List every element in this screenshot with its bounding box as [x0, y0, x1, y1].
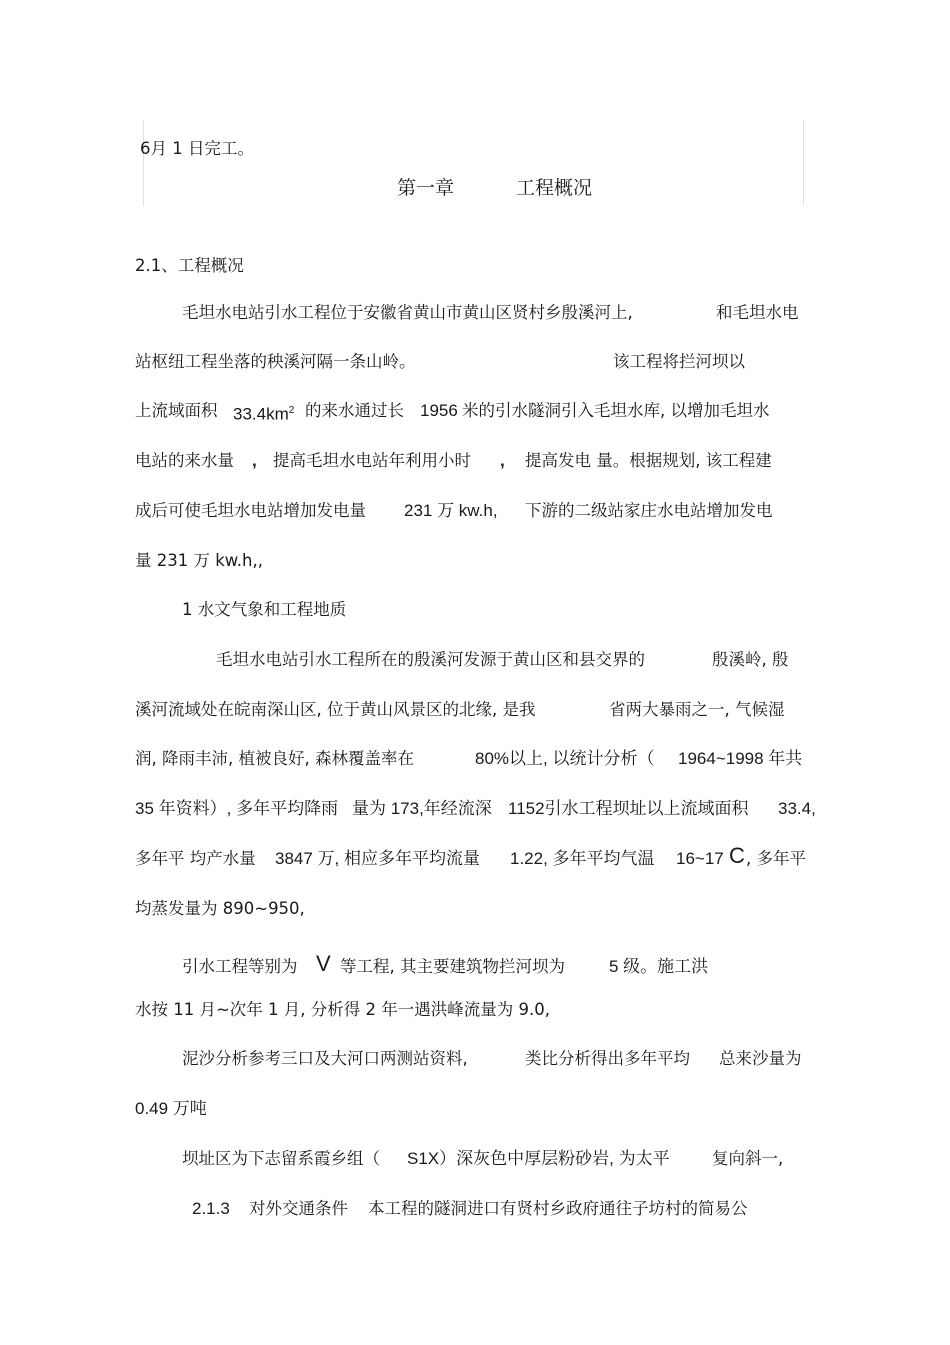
para3-line2: 水按 11 月~次年 1 月, 分析得 2 年一遇洪峰流量为 9.0,	[135, 1000, 551, 1019]
para1-line5a: 成后可使毛坦水电站增加发电量	[135, 501, 366, 520]
para2-line3b: 80%以上, 以统计分析（	[475, 749, 655, 768]
para2-line5a: 多年平 均产水量	[135, 849, 256, 868]
para1-line3a: 上流域面积	[135, 401, 218, 420]
section-2-1-3-label: 对外交通条件	[249, 1199, 348, 1218]
para1-line1b: 和毛坦水电	[716, 303, 799, 322]
para1-line4a: 电站的来水量	[135, 451, 234, 470]
para2-line1a: 毛坦水电站引水工程所在的殷溪河发源于黄山区和县交界的	[216, 650, 645, 669]
para1-line3d: 1956	[420, 401, 458, 420]
para2-line5e: C	[729, 843, 745, 868]
para1-line4d: ,	[500, 451, 505, 470]
para1-line3f: , 以增加毛坦水	[660, 401, 770, 420]
para1-line2a: 站枢纽工程坐落的秧溪河隔一条山岭。	[135, 352, 416, 371]
para1-line4e: 提高发电 量。根据规划, 该工程建	[525, 451, 772, 470]
para5-part-a: 坝址区为下志留系霞乡组（	[182, 1149, 380, 1168]
section-2-1-3-number: 2.1.3	[192, 1199, 230, 1218]
chapter-number: 第一章	[397, 177, 455, 199]
header-rule-left	[143, 120, 144, 206]
para3-line1a: 引水工程等别为	[182, 957, 298, 976]
para2-line2b: 省两大暴雨之一, 气候湿	[609, 700, 785, 719]
para1-line1a: 毛坦水电站引水工程位于安徽省黄山市黄山区贤村乡殷溪河上,	[182, 303, 633, 322]
sub-heading-hydrology: 1 水文气象和工程地质	[182, 600, 347, 619]
para2-line2a: 溪河流域处在皖南深山区, 位于黄山风景区的北缘, 是我	[135, 700, 536, 719]
para2-line5d: 16~17	[676, 849, 724, 868]
para3-line1d: 5 级。施工洪	[609, 957, 709, 976]
para5-part-b: S1X）深灰色中厚层粉砂岩, 为太平	[407, 1149, 670, 1168]
para2-line5b: 3847 万, 相应多年平均流量	[275, 849, 480, 868]
section-heading-2-1: 2.1、工程概况	[135, 256, 244, 275]
para5-part-c: 复向斜一,	[712, 1149, 784, 1168]
top-fragment: 6月 1 日完工。	[140, 139, 254, 158]
para1-line3c: 的来水通过长	[305, 401, 404, 420]
para2-line6: 均蒸发量为 890~950,	[135, 899, 305, 918]
para2-line4b: 量为 173,年经流深	[352, 799, 492, 818]
header-rule-right	[803, 120, 804, 206]
para1-line5b: 231 万 kw.h,	[404, 501, 498, 520]
para2-line4d: 33.4,	[778, 799, 816, 818]
para4-line1c: 总来沙量为	[719, 1049, 802, 1068]
section-2-1-3-text: 本工程的隧洞进口有贤村乡政府通往子坊村的简易公	[368, 1199, 748, 1218]
para3-line1b: V	[316, 951, 331, 976]
chapter-title: 工程概况	[516, 177, 593, 199]
para1-line3e: 米的引水隧洞引入毛坦水库	[462, 401, 660, 420]
para2-line3a: 润, 降雨丰沛, 植被良好, 森林覆盖率在	[135, 749, 414, 768]
para4-line1b: 类比分析得出多年平均	[525, 1049, 690, 1068]
para4-line2: 0.49 万吨	[135, 1099, 207, 1118]
para2-line3c: 1964~1998 年共	[678, 749, 803, 768]
para2-line5f: , 多年平	[746, 849, 806, 868]
para2-line5c: 1.22, 多年平均气温	[510, 849, 655, 868]
para2-line4a: 35 年资料）, 多年平均降雨	[135, 799, 339, 818]
para4-line1a: 泥沙分析参考三口及大河口两测站资料,	[182, 1049, 468, 1068]
para1-line6: 量 231 万 kw.h,,	[135, 551, 263, 570]
para1-line2b: 该工程将拦河坝以	[613, 352, 745, 371]
para1-line5c: 下游的二级站家庄水电站增加发电	[525, 501, 773, 520]
para2-line4c: 1152引水工程坝址以上流域面积	[508, 799, 749, 818]
para1-line3-area: $33.4km^2$	[233, 404, 295, 424]
para2-line1b: 殷溪岭, 殷	[712, 650, 789, 669]
para3-line1c: 等工程, 其主要建筑物拦河坝为	[340, 957, 565, 976]
para1-line4c: 提高毛坦水电站年利用小时	[273, 451, 471, 470]
para1-line4b: ,	[252, 451, 257, 470]
